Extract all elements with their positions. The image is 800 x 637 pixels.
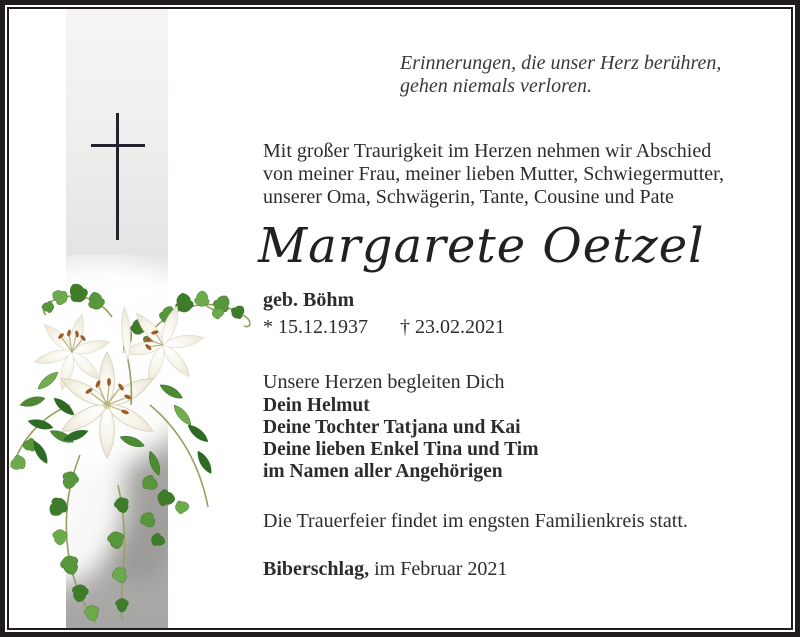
birth-date: * 15.12.1937 — [263, 316, 368, 338]
intro-line: Mit großer Traurigkeit im Herzen nehmen wir Abschied — [263, 140, 712, 162]
mourner-line: im Namen aller Angehörigen — [263, 461, 503, 482]
gray-band — [66, 9, 168, 628]
mourner-line: Deine lieben Enkel Tina und Tim — [263, 439, 539, 460]
death-date: † 23.02.2021 — [400, 316, 505, 338]
memorial-quote — [400, 52, 721, 98]
cross-vertical-bar — [116, 113, 119, 240]
mourner-line: Dein Helmut — [263, 395, 370, 416]
cross-horizontal-bar — [91, 144, 145, 147]
maiden-name: geb. Böhm — [263, 289, 355, 311]
mourner-line: Deine Tochter Tatjana und Kai — [263, 417, 521, 438]
intro-paragraph — [263, 140, 724, 209]
date-text: im Februar 2021 — [374, 558, 508, 580]
quote-line-1: Erinnerungen, die unser Herz berühren, — [400, 52, 722, 74]
life-dates — [263, 316, 505, 339]
intro-line: von meiner Frau, meiner lieben Mutter, Schwiegermutter, — [263, 163, 725, 185]
mourners-list — [263, 395, 538, 483]
place-name: Biberschlag, — [263, 558, 370, 580]
farewell-line: Unsere Herzen begleiten Dich — [263, 371, 505, 393]
intro-line: unserer Oma, Schwägerin, Tante, Cousine und Pate — [263, 186, 674, 208]
quote-line-2: gehen niemals verloren. — [400, 75, 592, 97]
funeral-note: Die Trauerfeier findet im engsten Familienkreis statt. — [263, 510, 688, 532]
place-date-line — [263, 558, 507, 581]
deceased-name: Margarete Oetzel — [258, 218, 705, 274]
